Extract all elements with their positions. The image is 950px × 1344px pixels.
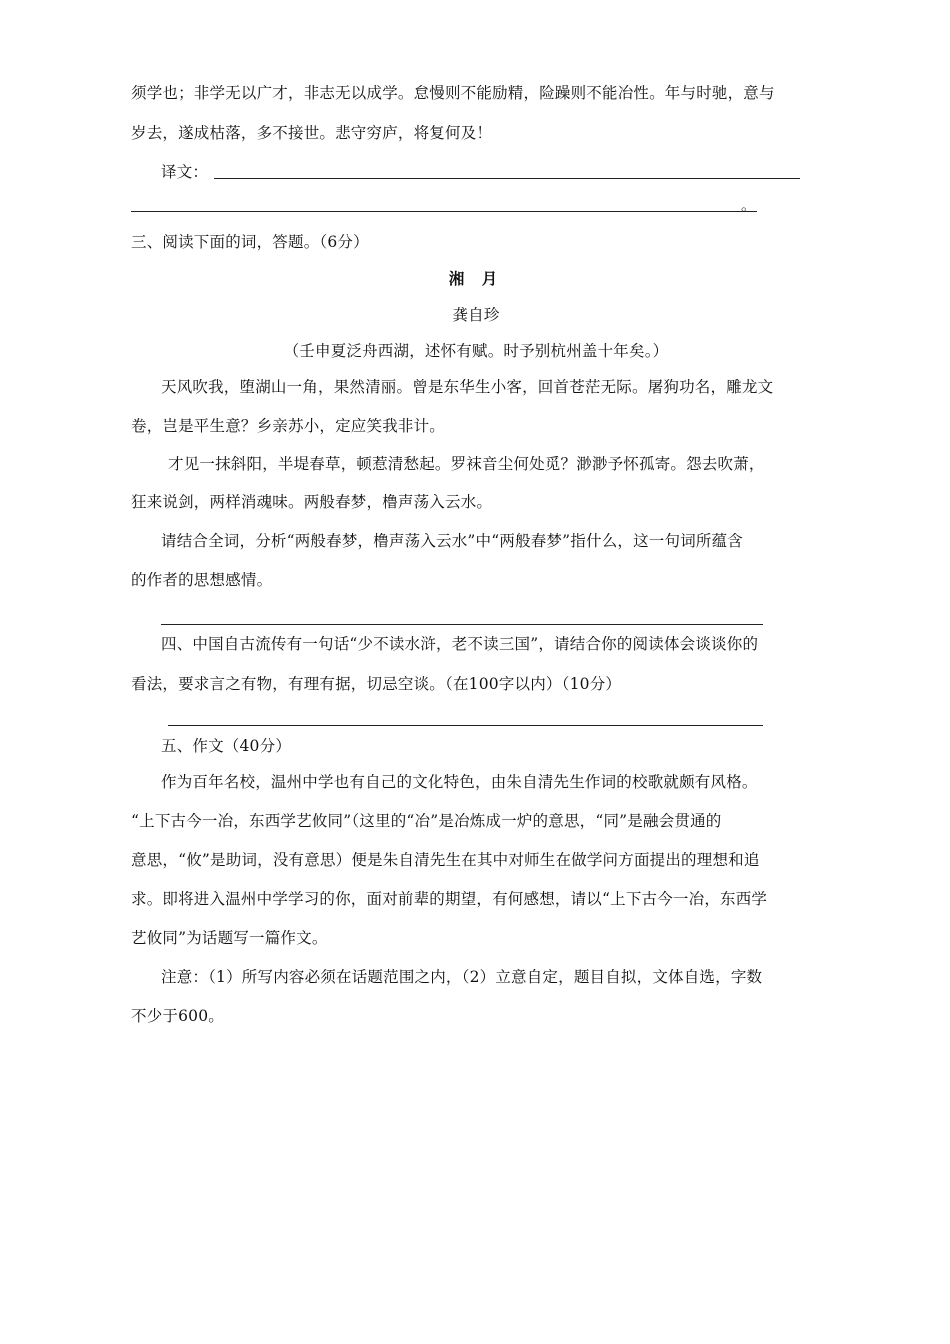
section3-question-line1: 请结合全词，分析“两般春梦，橹声荡入云水”中“两般春梦”指什么，这一句词所蕴含 <box>161 532 743 550</box>
poem-preface: （壬申夏泛舟西湖，述怀有赋。时予别杭州盖十年矣。） <box>283 342 669 360</box>
translation-answer-line-1 <box>214 178 800 179</box>
section3-answer-line <box>161 624 763 625</box>
passage-line-2: 岁去，遂成枯落，多不接世。悲守穷庐，将复何及！ <box>131 124 493 142</box>
poem-stanza2-line2: 狂来说剑，两样消魂味。两般春梦，橹声荡入云水。 <box>131 493 493 511</box>
poem-stanza1-line2: 卷，岂是平生意？乡亲苏小，定应笑我非计。 <box>131 417 446 435</box>
poem-title: 湘 月 <box>448 270 504 288</box>
section5-note-line1: 注意：（1）所写内容必须在话题范围之内，（2）立意自定，题目自拟，文体自选，字数 <box>161 968 763 986</box>
section5-paragraph-line2: “上下古今一冶，东西学艺攸同”（这里的“冶”是冶炼成一炉的意思，“同”是融会贯通的 <box>131 812 722 830</box>
translation-label: 译文： <box>161 163 209 181</box>
section5-heading: 五、作文（40分） <box>161 737 292 755</box>
section3-heading: 三、阅读下面的词，答题。（6分） <box>131 233 369 251</box>
section5-paragraph-line4: 求。即将进入温州中学学习的你，面对前辈的期望，有何感想，请以“上下古今一冶，东西学 <box>131 890 768 908</box>
translation-end-mark: 。 <box>741 196 757 214</box>
section4-answer-line <box>168 725 763 726</box>
passage-line-1: 须学也；非学无以广才，非志无以成学。怠慢则不能励精，险躁则不能冶性。年与时驰，意与 <box>131 84 775 102</box>
poem-author: 龚自珍 <box>452 306 500 324</box>
section5-paragraph-line5: 艺攸同”为话题写一篇作文。 <box>131 929 328 947</box>
section5-paragraph-line3: 意思，“攸”是助词，没有意思）便是朱自清先生在其中对师生在做学问方面提出的理想和追 <box>131 851 760 869</box>
section5-note-line2: 不少于600。 <box>131 1007 224 1025</box>
poem-stanza2-line1: 才见一抹斜阳，半堤春草，顿惹清愁起。罗袜音尘何处觅？渺渺予怀孤寄。怨去吹萧， <box>168 455 765 473</box>
translation-answer-line-2 <box>131 211 757 212</box>
section3-question-line2: 的作者的思想感情。 <box>131 571 273 589</box>
poem-stanza1-line1: 天风吹我，堕湖山一角，果然清丽。曾是东华生小客，回首苍茫无际。屠狗功名，雕龙文 <box>161 378 774 396</box>
section4-line1: 四、中国自古流传有一句话“少不读水浒，老不读三国”，请结合你的阅读体会谈谈你的 <box>161 635 759 653</box>
section5-paragraph-line1: 作为百年名校，温州中学也有自己的文化特色，由朱自清先生作词的校歌就颇有风格。 <box>161 773 758 791</box>
section4-line2: 看法，要求言之有物，有理有据，切忌空谈。（在100字以内）（10分） <box>131 675 622 693</box>
